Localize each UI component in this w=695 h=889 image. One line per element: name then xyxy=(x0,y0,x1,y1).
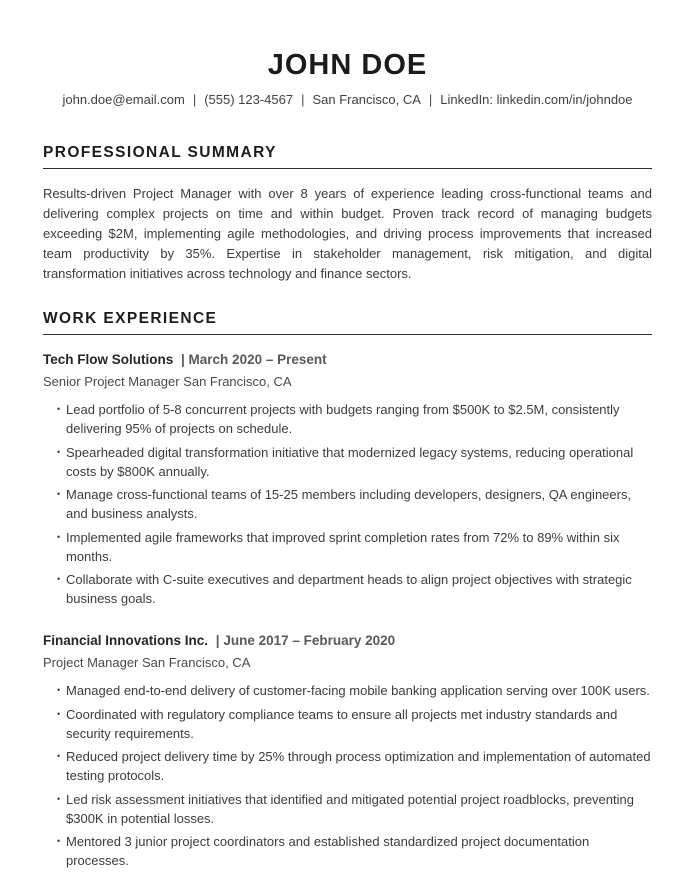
job-title-location: Senior Project Manager San Francisco, CA xyxy=(43,374,292,390)
job-bullet-list xyxy=(43,681,652,870)
bullet-marker: • xyxy=(57,404,61,415)
bullet-item xyxy=(57,443,652,481)
contact-email: john.doe@email.com xyxy=(62,91,185,107)
company-name: Tech Flow Solutions xyxy=(43,352,174,368)
job-entry-financial-innovations xyxy=(43,631,652,870)
contact-linkedin: LinkedIn: linkedin.com/in/johndoe xyxy=(440,91,633,107)
bullet-marker: • xyxy=(57,793,61,804)
bullet-marker: • xyxy=(57,685,61,696)
company-name: Financial Innovations Inc. xyxy=(43,633,209,649)
bullet-item xyxy=(57,705,652,743)
contact-location: San Francisco, CA xyxy=(312,91,421,107)
summary-heading: PROFESSIONAL SUMMARY xyxy=(43,144,652,169)
bullet-item xyxy=(57,790,652,828)
bullet-text: Mentored 3 junior project coordinators and established standardized project documentation processes. xyxy=(66,834,590,869)
bullet-item xyxy=(57,747,652,785)
bullet-text: Managed end-to-end delivery of customer-facing mobile banking application serving over 100K users. xyxy=(66,683,650,699)
bullet-marker: • xyxy=(57,531,61,542)
bullet-text: Coordinated with regulatory compliance teams to ensure all projects met industry standards and security requirements. xyxy=(66,706,618,741)
resume-name: JOHN DOE xyxy=(267,49,428,81)
section-work-experience xyxy=(43,310,652,870)
bullet-item xyxy=(57,570,652,608)
bullet-item xyxy=(57,832,652,870)
job-dates: | June 2017 – February 2020 xyxy=(215,633,396,649)
bullet-text: Implemented agile frameworks that improved sprint completion rates from 72% to 89% within six months. xyxy=(66,529,620,564)
bullet-item xyxy=(57,485,652,523)
contact-phone: (555) 123-4567 xyxy=(204,91,294,107)
job-header xyxy=(43,350,652,370)
bullet-marker: • xyxy=(57,489,61,500)
contact-separator: | xyxy=(192,91,197,107)
bullet-text: Led risk assessment initiatives that identified and mitigated potential project roadblocks, preventing $300K in potential losses. xyxy=(66,791,634,826)
bullet-item xyxy=(57,528,652,566)
contact-line xyxy=(43,91,652,109)
bullet-text: Collaborate with C-suite executives and department heads to align project objectives with strategic business goals. xyxy=(66,572,632,607)
section-professional-summary xyxy=(43,144,652,284)
resume-header xyxy=(43,50,652,109)
bullet-item xyxy=(57,400,652,438)
job-header xyxy=(43,631,652,651)
experience-heading: WORK EXPERIENCE xyxy=(43,310,652,335)
bullet-marker: • xyxy=(57,446,61,457)
job-dates: | March 2020 – Present xyxy=(181,352,327,368)
bullet-marker: • xyxy=(57,574,61,585)
summary-paragraph: Results-driven Project Manager with over 8 years of experience leading cross-functional teams and delivering complex projects on time and within budget. Proven track record of managing budgets exceeding $2M, implementing agile methodologies, and driving process improvements that increased team productivity by 35%. Expertise in stakeholder management, risk mitigation, and digital transformation initiatives across technology and finance sectors. xyxy=(43,186,652,282)
contact-separator: | xyxy=(301,91,305,107)
bullet-text: Spearheaded digital transformation initiative that modernized legacy systems, reducing operational costs by $800K annually. xyxy=(66,444,634,479)
job-title-location: Project Manager San Francisco, CA xyxy=(43,655,251,671)
bullet-item xyxy=(57,681,652,700)
bullet-text: Lead portfolio of 5-8 concurrent projects with budgets ranging from $500K to $2.5M, consistently delivering 95% of projects on schedule. xyxy=(66,402,620,437)
bullet-marker: • xyxy=(57,708,61,719)
bullet-marker: • xyxy=(57,751,61,762)
job-bullet-list xyxy=(43,400,652,608)
bullet-text: Reduced project delivery time by 25% through process optimization and implementation of automated testing protocols. xyxy=(66,749,651,784)
bullet-text: Manage cross-functional teams of 15-25 members including developers, designers, QA engineers, and business analysts. xyxy=(66,487,632,522)
job-entry-tech-flow-solutions xyxy=(43,350,652,608)
contact-separator: | xyxy=(428,91,433,107)
bullet-marker: • xyxy=(57,836,61,847)
